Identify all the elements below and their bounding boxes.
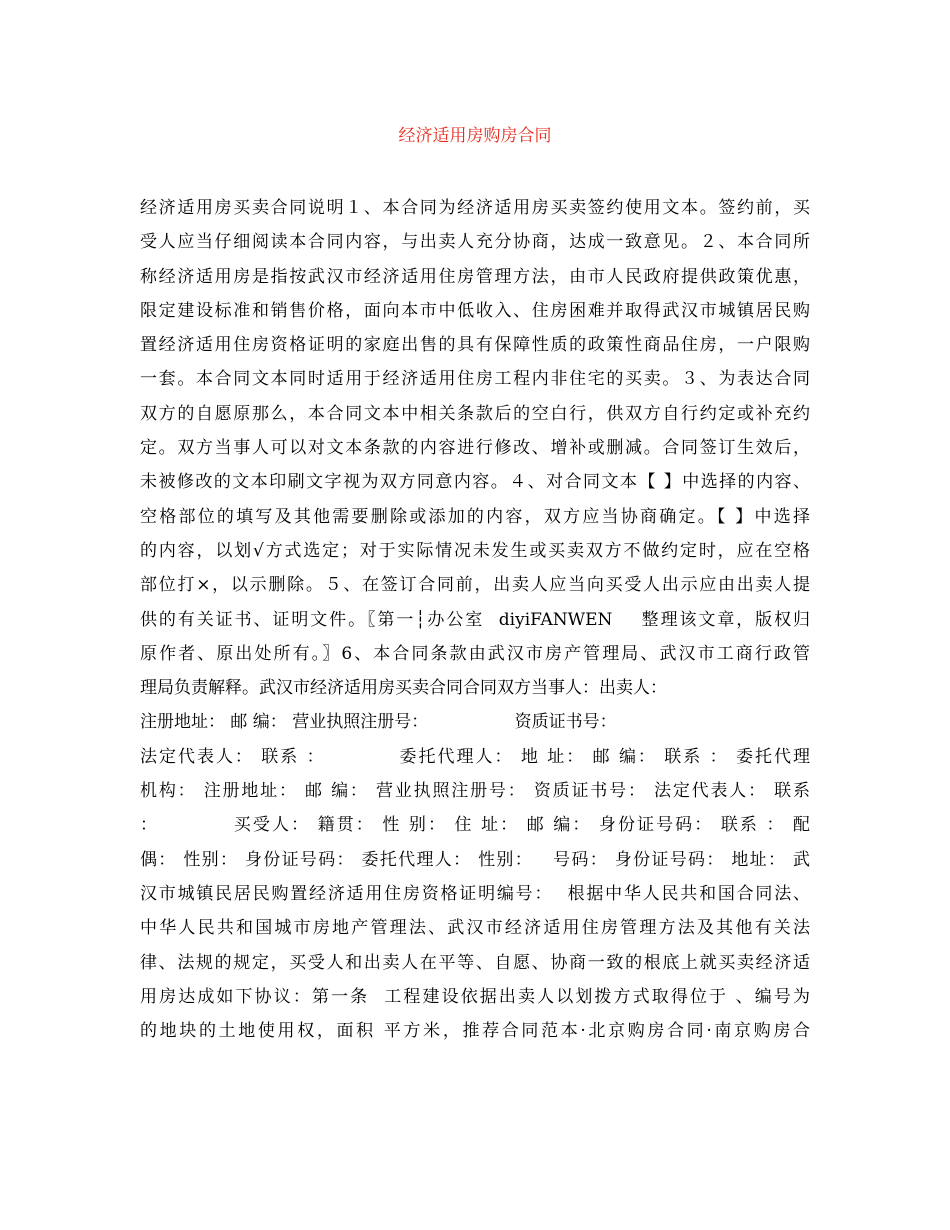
document-body — [140, 194, 810, 1051]
body-line: 理局负责解释。武汉市经济适用房买卖合同合同双方当事人：出卖人： — [140, 678, 667, 699]
body-line: 未被修改的文本印刷文字视为双方同意内容。４、对合同文本【 】中选择的内容、 — [140, 472, 810, 493]
body-line: 注册地址： 邮 编： 营业执照注册号： 资质证书号： — [140, 712, 617, 733]
body-line: 用房达成如下协议：第一条 工程建设依据出卖人以划拨方式取得位于 、编号为 — [140, 986, 810, 1007]
body-line: 定。双方当事人可以对文本条款的内容进行修改、增补或删减。合同签订生效后， — [140, 438, 810, 459]
body-line: 空格部位的填写及其他需要删除或添加的内容，双方应当协商确定。【 】中选择 — [140, 506, 810, 527]
body-line: 法定代表人： 联系 ： 委托代理人： 地 址： 邮 编： 联系 ： 委托代理 — [140, 746, 810, 767]
body-line: 汉市城镇民居民购置经济适用住房资格证明编号： 根据中华人民共和国合同法、 — [140, 883, 810, 904]
body-line: 受人应当仔细阅读本合同内容，与出卖人充分协商，达成一致意见。２、本合同所 — [140, 232, 810, 253]
body-line: 称经济适用房是指按武汉市经济适用住房管理方法，由市人民政府提供政策优惠， — [140, 266, 810, 287]
body-line: 供的有关证书、证明文件。〖第一┆办公室 diyiFANWEN 整理该文章，版权归 — [140, 609, 810, 630]
body-line: 中华人民共和国城市房地产管理法、武汉市经济适用住房管理方法及其他有关法 — [140, 918, 810, 939]
body-line: 偶： 性别： 身份证号码： 委托代理人： 性别： 号码： 身份证号码： 地址： 武 — [140, 849, 810, 870]
body-line: 机构： 注册地址： 邮 编： 营业执照注册号： 资质证书号： 法定代表人： 联系 — [140, 781, 810, 802]
body-line: 置经济适用住房资格证明的家庭出售的具有保障性质的政策性商品住房，一户限购 — [140, 335, 810, 356]
document-title: 经济适用房购房合同 — [398, 126, 552, 146]
body-line: 原作者、原出处所有。〗6、本合同条款由武汉市房产管理局、武汉市工商行政管 — [140, 643, 810, 664]
body-line: 的内容，以划√方式选定；对于实际情况未发生或买卖双方不做约定时，应在空格 — [140, 540, 810, 561]
body-line: 部位打×，以示删除。５、在签订合同前，出卖人应当向买受人出示应由出卖人提 — [140, 575, 810, 596]
body-line: 一套。本合同文本同时适用于经济适用住房工程内非住宅的买卖。３、为表达合同 — [140, 369, 810, 390]
body-line: 律、法规的规定，买受人和出卖人在平等、自愿、协商一致的根底上就买卖经济适 — [140, 952, 810, 973]
body-line: 的地块的土地使用权，面积 平方米，推荐合同范本·北京购房合同·南京购房合 — [140, 1021, 810, 1042]
body-line: 双方的自愿原那么，本合同文本中相关条款后的空白行，供双方自行约定或补充约 — [140, 403, 810, 424]
body-line: ： 买受人： 籍贯： 性 别： 住 址： 邮 编： 身份证号码： 联系 ： 配 — [140, 815, 810, 836]
body-line: 限定建设标准和销售价格，面向本市中低收入、住房困难并取得武汉市城镇居民购 — [140, 300, 810, 321]
body-line: 经济适用房买卖合同说明１、本合同为经济适用房买卖签约使用文本。签约前，买 — [140, 198, 810, 218]
